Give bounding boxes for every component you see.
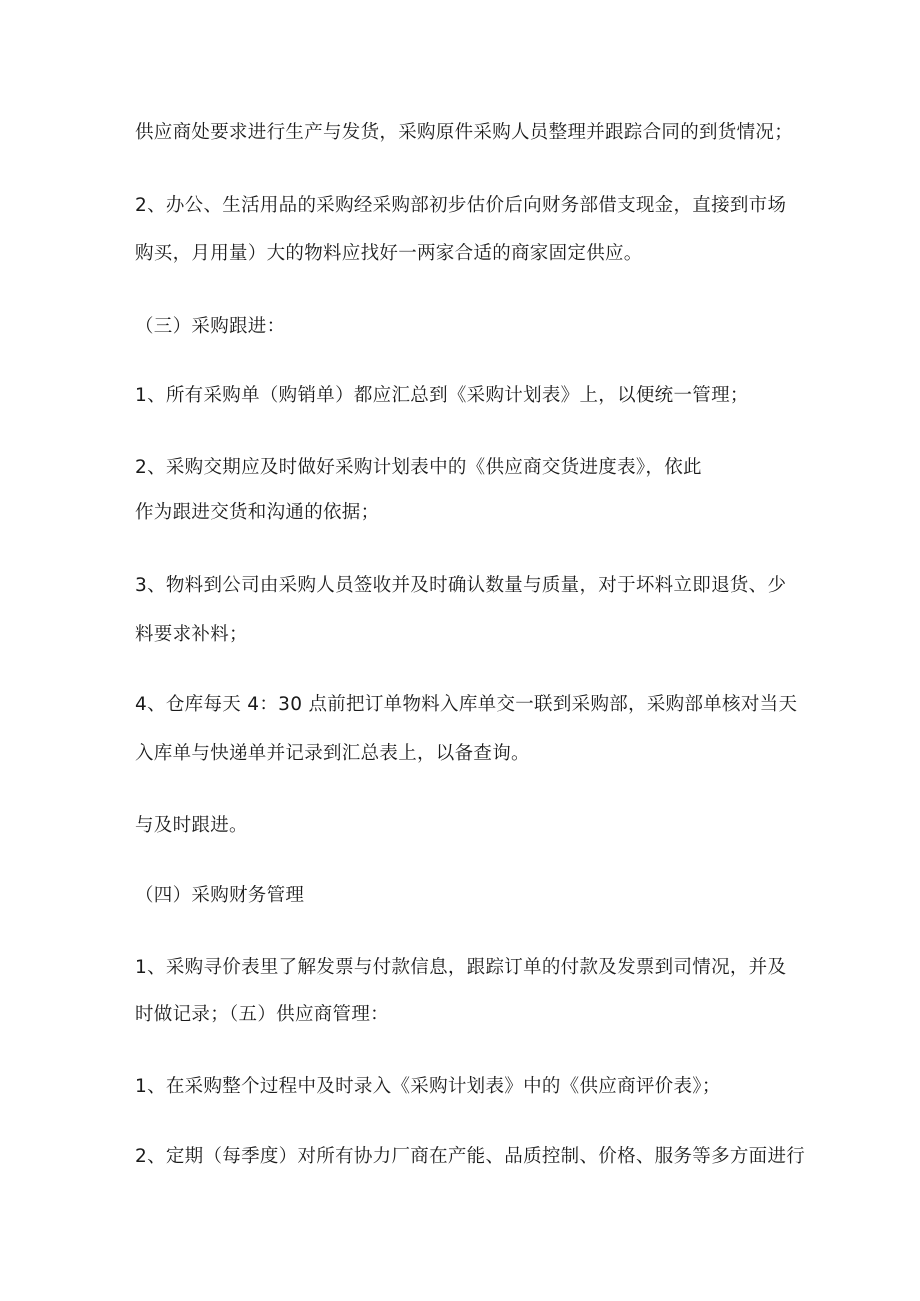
text-line: 2、定期（每季度）对所有协力厂商在产能、品质控制、价格、服务等多方面进行: [135, 1146, 806, 1167]
text-line: 与及时跟进。: [135, 815, 248, 836]
text-line: 1、所有采购单（购销单）都应汇总到《采购计划表》上，以便统一管理；: [135, 385, 749, 406]
text-line: 1、采购寻价表里了解发票与付款信息，跟踪订单的付款及发票到司情况，并及: [135, 957, 787, 978]
text-line: 2、采购交期应及时做好采购计划表中的《供应商交货进度表》，依此: [135, 457, 702, 478]
text-line: 2、办公、生活用品的采购经采购部初步估价后向财务部借支现金，直接到市场: [135, 195, 787, 216]
text-line: 1、在采购整个过程中及时录入《采购计划表》中的《供应商评价表》；: [135, 1076, 721, 1097]
text-line: 入库单与快递单并记录到汇总表上，以备查询。: [135, 743, 530, 764]
section-heading: （四）采购财务管理: [135, 885, 305, 906]
text-line: 料要求补料；: [135, 624, 248, 645]
text-line: 作为跟进交货和沟通的依据；: [135, 502, 380, 523]
text-line: 购买，月用量）大的物料应找好一两家合适的商家固定供应。: [135, 243, 643, 264]
text-line: 时做记录；（五）供应商管理：: [135, 1004, 389, 1025]
text-line: 供应商处要求进行生产与发货，采购原件采购人员整理并跟踪合同的到货情况；: [135, 122, 794, 143]
section-heading: （三）采购跟进：: [135, 316, 286, 337]
text-line: 3、物料到公司由采购人员签收并及时确认数量与质量，对于坏料立即退货、少: [135, 575, 787, 596]
text-line: 4、仓库每天 4：30 点前把订单物料入库单交一联到采购部，采购部单核对当天: [135, 694, 798, 715]
